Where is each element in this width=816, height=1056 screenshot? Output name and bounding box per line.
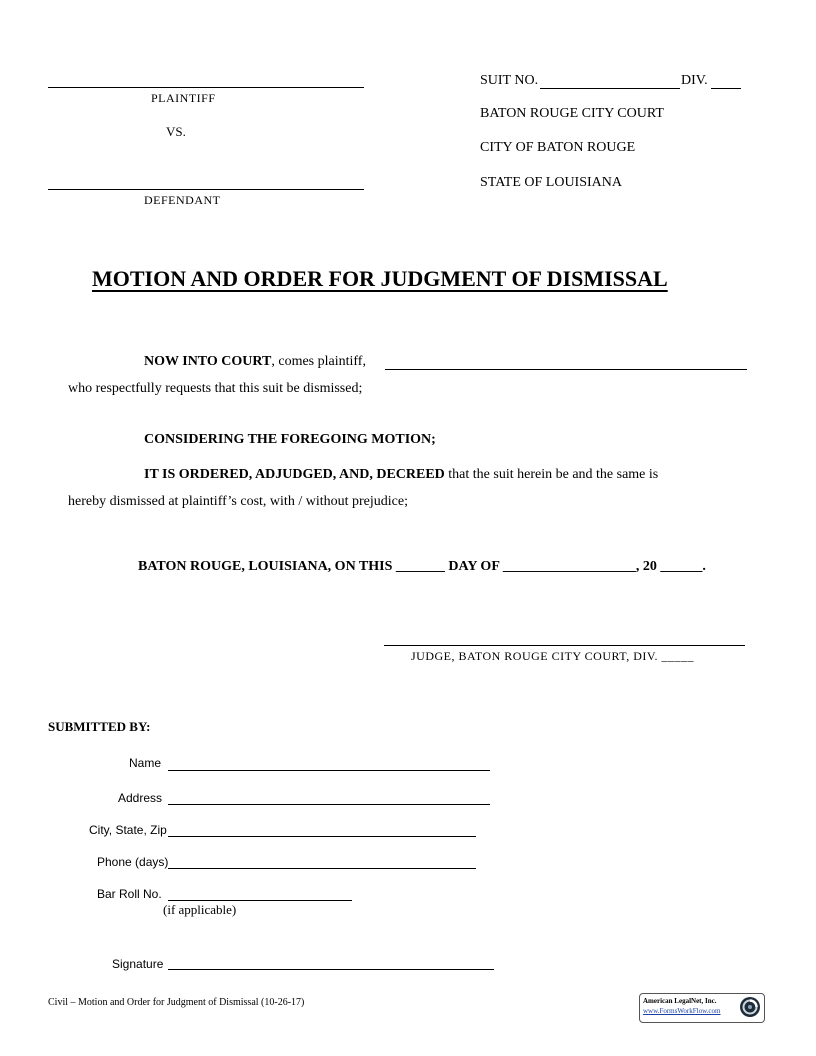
address-line[interactable]: [168, 804, 490, 805]
div-line[interactable]: [711, 88, 741, 89]
suit-no-line[interactable]: [540, 88, 680, 89]
now-into-court-rest: , comes plaintiff,: [271, 354, 366, 369]
suit-no-label: SUIT NO.: [480, 73, 539, 88]
date-part-2: DAY OF: [444, 559, 503, 574]
city-name: CITY OF BATON ROUGE: [480, 140, 636, 155]
date-part-3: , 20: [635, 559, 661, 574]
name-label: Name: [129, 756, 162, 770]
now-into-court-lead: NOW INTO COURT: [144, 354, 272, 369]
paragraph-now-into-court: [144, 354, 366, 370]
address-label: Address: [118, 791, 163, 805]
year-blank[interactable]: ______: [660, 559, 703, 574]
globe-icon: [739, 996, 761, 1018]
bar-roll-label: Bar Roll No.: [97, 887, 162, 901]
plaintiff-label: PLAINTIFF: [151, 91, 216, 105]
bar-roll-line[interactable]: [168, 900, 352, 901]
div-label: DIV.: [681, 73, 708, 88]
plaintiff-line[interactable]: [48, 87, 364, 88]
paragraph-ordered: [144, 467, 658, 483]
judge-label: [411, 649, 694, 664]
defendant-line[interactable]: [48, 189, 364, 190]
logo-url[interactable]: www.FormsWorkFlow.com: [643, 1007, 721, 1015]
judge-div-blank[interactable]: _____: [661, 649, 695, 663]
date-end: .: [702, 559, 706, 574]
judge-signature-line[interactable]: [384, 645, 745, 646]
phone-label: Phone (days): [97, 855, 169, 869]
city-state-zip-line[interactable]: [168, 836, 476, 837]
logo-company-name: American LegalNet, Inc.: [643, 997, 717, 1005]
month-blank[interactable]: ___________________: [502, 559, 636, 574]
footer-text: Civil – Motion and Order for Judgment of Dismissal (10-26-17): [48, 997, 305, 1008]
defendant-label: DEFENDANT: [144, 193, 221, 207]
paragraph-ordered-line-2: hereby dismissed at plaintiff’s cost, with / without prejudice;: [68, 494, 408, 509]
date-part-1: BATON ROUGE, LOUISIANA, ON THIS: [138, 559, 396, 574]
versus-label: VS.: [166, 124, 186, 139]
signature-label: Signature: [112, 957, 164, 971]
publisher-logo[interactable]: [639, 993, 765, 1023]
submitted-by-heading: SUBMITTED BY:: [48, 719, 151, 734]
name-line[interactable]: [168, 770, 490, 771]
bar-roll-note: (if applicable): [163, 902, 237, 917]
signature-line[interactable]: [168, 969, 494, 970]
ordered-lead: IT IS ORDERED, ADJUDGED, AND, DECREED: [144, 467, 445, 482]
state-name: STATE OF LOUISIANA: [480, 175, 622, 190]
paragraph-line-2: who respectfully requests that this suit be dismissed;: [68, 381, 363, 396]
city-state-zip-label: City, State, Zip: [89, 823, 167, 837]
ordered-rest: that the suit herein be and the same is: [444, 467, 659, 482]
plaintiff-name-line[interactable]: [385, 369, 747, 370]
judge-label-text: JUDGE, BATON ROUGE CITY COURT, DIV.: [411, 649, 662, 663]
page-title: MOTION AND ORDER FOR JUDGMENT OF DISMISSAL: [92, 266, 668, 291]
court-name: BATON ROUGE CITY COURT: [480, 106, 664, 121]
phone-line[interactable]: [168, 868, 476, 869]
considering-heading: CONSIDERING THE FOREGOING MOTION;: [144, 432, 436, 447]
date-line: [138, 559, 706, 575]
day-blank[interactable]: _______: [395, 559, 445, 574]
